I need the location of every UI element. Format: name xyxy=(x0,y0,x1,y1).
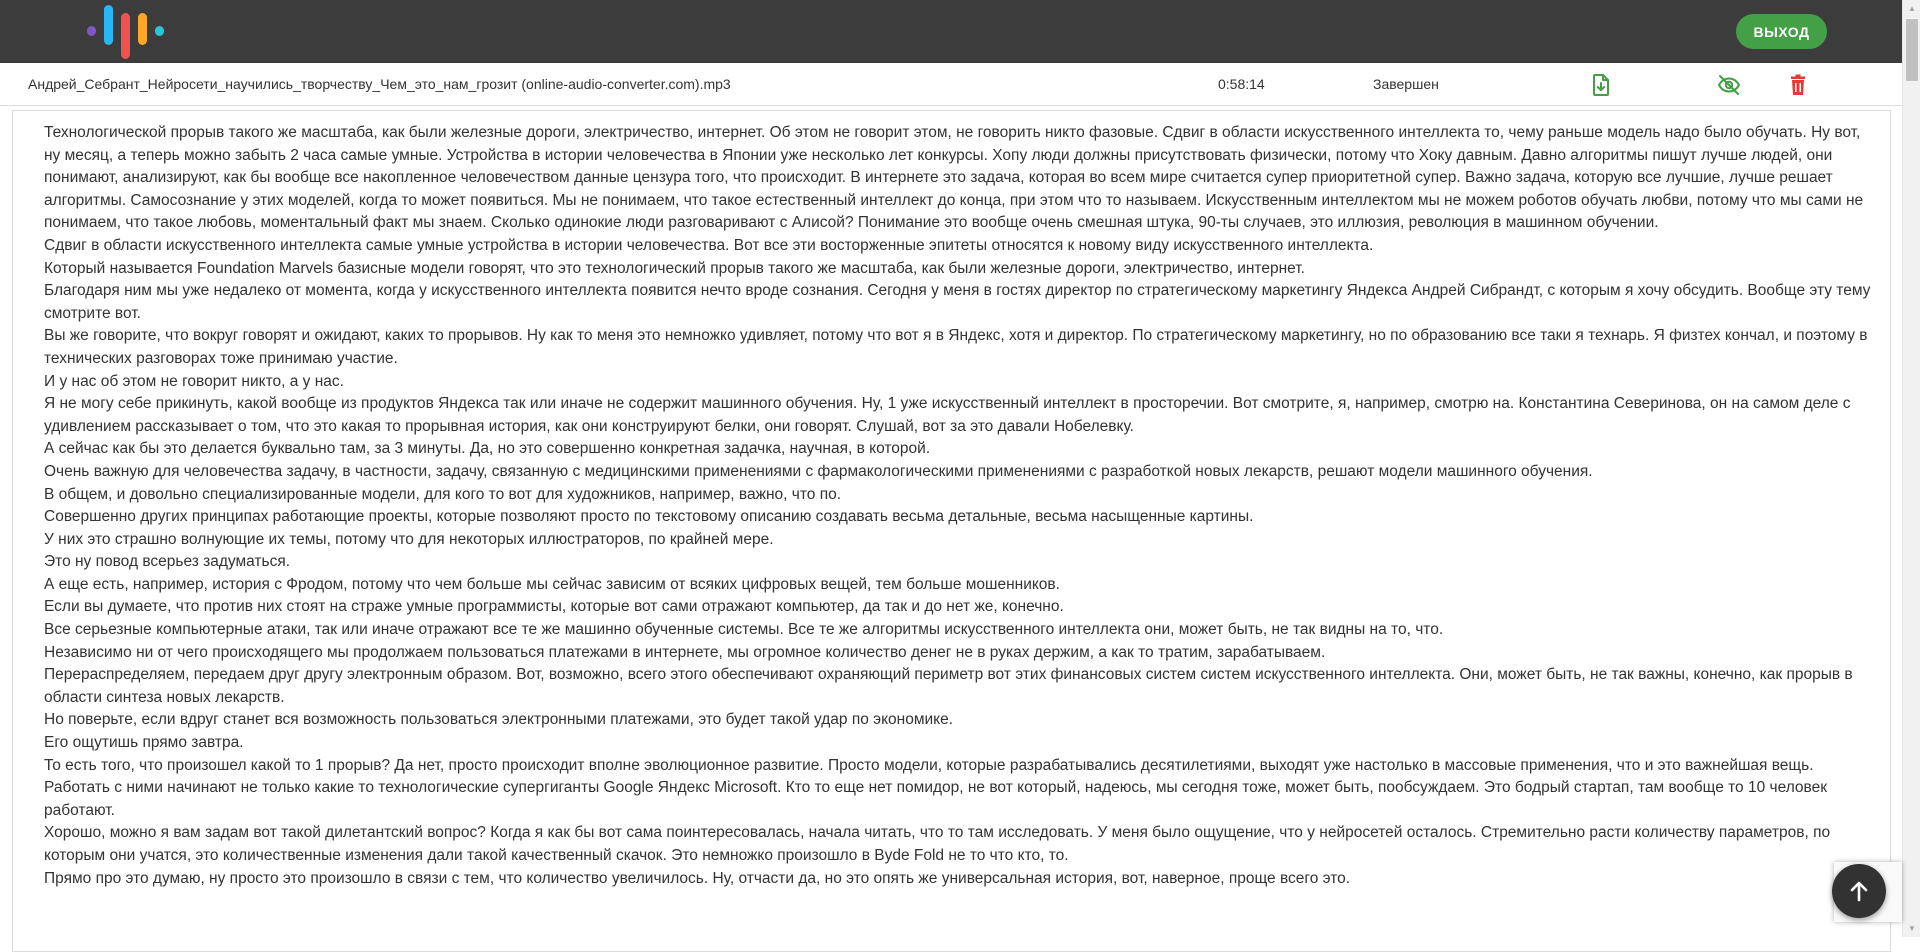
transcript-paragraph: Независимо ни от чего происходящего мы продолжаем пользоваться платежами в интернете, мы огромное количество денег не в руках держим, а как то тратим, зарабатываем. xyxy=(44,643,1326,661)
transcript-text xyxy=(44,122,1872,890)
file-duration: 0:58:14 xyxy=(1218,76,1265,92)
transcript-paragraph: В общем, и довольно специализированные модели, для кого то вот для художников, например, важно, что по. xyxy=(44,485,842,503)
transcript-paragraph: Если вы думаете, что против них стоят на страже умные программисты, которые вот сами отражают компьютер, да так и до нет же, конечно. xyxy=(44,598,1064,616)
arrow-up-icon xyxy=(1847,879,1871,903)
transcript-paragraph: А сейчас как бы это делается буквально там, за 3 минуты. Да, но это совершенно конкретная задачка, научная, в которой. xyxy=(44,440,931,458)
transcript-paragraph: У них это страшно волнующие их темы, потому что для некоторых иллюстраторов, по крайней мере. xyxy=(44,530,774,548)
transcript-paragraph: Вы же говорите, что вокруг говорят и ожидают, каких то прорывов. Ну как то меня это немножко удивляет, потому что вот я в Яндекс, хотя и директор. По стратегическому маркетингу, но по образованию все таки я технарь. Я физтех кончал, и поэтому в технических разговорах тоже принимаю участие. xyxy=(44,327,1868,367)
transcript-paragraph: Очень важную для человечества задачу, в частности, задачу, связанную с медицинскими применениями с фармакологическими применениями с разработкой новых лекарств, решают модели машинного обучения. xyxy=(44,462,1593,480)
file-name: Андрей_Себрант_Нейросети_научились_творчеству_Чем_это_нам_грозит (online-audio-converter.com).mp3 xyxy=(28,76,731,92)
logo-bar-4 xyxy=(138,13,147,45)
transcript-paragraph: Который называется Foundation Marvels базисные модели говорят, что это технологический прорыв такого же масштаба, как были железные дороги, электричество, интернет. xyxy=(44,259,1305,277)
transcript-paragraph: Но поверьте, если вдруг станет вся возможность пользоваться электронными платежами, это будет такой удар по экономике. xyxy=(44,711,954,729)
scroll-down-arrow-icon[interactable]: ▼ xyxy=(1908,924,1916,933)
transcript-paragraph: Благодаря ним мы уже недалеко от момента, когда у искусственного интеллекта появится нечто вроде сознания. Сегодня у меня в гостях директор по стратегическому маркетингу Яндекса Андрей Сибрандт, с которым я хочу обсудить. Вообще эту тему смотрите вот. xyxy=(44,282,1871,322)
transcript-paragraph: Работать с ними начинают не только какие то технологические супергиганты Google Яндекс Microsoft. Кто то еще нет помидор, не вот который, надеюсь, мы сегодня тоже, может быть, пообсуждаем. Это бодрый стартап, там вообще то 10 человек работают. xyxy=(44,779,1828,819)
transcript-paragraph: Сдвиг в области искусственного интеллекта самые умные устройства в истории человечества. Вот все эти восторженные эпитеты относятся к новому виду искусственного интеллекта. xyxy=(44,236,1374,254)
transcript-paragraph: То есть того, что произошел какой то 1 прорыв? Да нет, просто происходит вполне эволюционное развитие. Просто модели, которые разрабатывались десятилетиями, выходят уже настолько в массовые применения, что и это важнейшая вещь. xyxy=(44,756,1814,774)
transcript-paragraph: Хорошо, можно я вам задам вот такой дилетантский вопрос? Когда я как бы вот сама поинтересовалась, начала читать, что то там исследовать. У меня было ощущение, что у нейросетей осталось. Стремительно расти количеству параметров, по которым они учатся, это количественные изменения дали такой качественный скачок. Это немножко произошло в Byde Fold не то что кто, то. xyxy=(44,824,1831,864)
transcript-panel xyxy=(12,110,1891,952)
trash-icon[interactable] xyxy=(1786,73,1810,97)
transcript-paragraph: Прямо про это думаю, ну просто это произошло в связи с тем, что количество увеличилось. Ну, отчасти да, но это опять же универсальная история, вот, наверное, проще всего это. xyxy=(44,869,1351,887)
transcript-paragraph: Все серьезные компьютерные атаки, так или иначе отражают все те же машинно обученные системы. Все те же алгоритмы искусственного интеллекта они, может быть, не так видны на то, что. xyxy=(44,621,1444,639)
logout-button[interactable]: ВЫХОД xyxy=(1736,14,1827,49)
transcript-paragraph: Перераспределяем, передаем друг другу электронным образом. Вот, возможно, всего этого обеспечивают охраняющий периметр вот этих финансовых систем систем искусственного интеллекта. Они, может быть, не так важны, конечно, как прорыв в области синтеза новых лекарств. xyxy=(44,666,1853,706)
eye-off-icon[interactable] xyxy=(1717,73,1741,97)
logo-bar-1 xyxy=(87,26,96,36)
scroll-up-arrow-icon[interactable]: ▲ xyxy=(1908,4,1916,13)
scroll-to-top-button[interactable] xyxy=(1832,864,1886,918)
top-app-bar xyxy=(0,0,1902,63)
transcript-paragraph: Технологической прорыв такого же масштаба, как были железные дороги, электричество, интернет. Об этом не говорит этом, не говорить никто фазовые. Сдвиг в области искусственного интеллекта то, чему раньше модель надо было обучать. Ну вот, ну месяц, а теперь можно забыть 2 часа самые умные. Устройства в истории человечества в Японии уже несколько лет конкурсы. Хопу люди должны присутствовать физически, потому что Хоку давным. Давно алгоритмы пишут лучше людей, они понимают, анализируют, как бы вообще все накопленное человечеством данные цензура того, что происходит. В интернете это задача, которая во всем мире считается супер приоритетной супер. Важно задача, которую все лучшие, лучше решает алгоритмы. Самосознание у этих моделей, когда то может появиться. Мы не понимаем, что такое естественный интеллект до конца, при этом что то называем. Искусственным интеллектом мы не можем роботов обучать любви, потому что мы сами не понимаем, что такое любовь, моментальный факт мы знаем. Сколько одинокие люди разговаривают с Алисой? Понимание это вообще очень смешная штука, 90-ты случаев, это иллюзия, революция в машинном обучении. xyxy=(44,124,1864,232)
transcript-paragraph: Я не могу себе прикинуть, какой вообще из продуктов Яндекса так или иначе не содержит машинного обучения. Ну, 1 уже искусственный интеллект в просторечии. Вот смотрите, я, например, смотрю на. Константина Северинова, он на самом деле с удивлением рассказывает о том, что это какая то прорывная история, как они конструируют белки, они говорят. Слушай, вот за это давали Нобелевку. xyxy=(44,395,1851,435)
page-scrollbar[interactable] xyxy=(1902,0,1920,937)
transcript-paragraph: Его ощутишь прямо завтра. xyxy=(44,734,244,752)
logo-bar-5 xyxy=(155,26,164,36)
logo-icon[interactable] xyxy=(87,5,167,59)
logo-bar-2 xyxy=(104,5,113,45)
file-download-icon[interactable] xyxy=(1589,73,1613,97)
scrollbar-thumb[interactable] xyxy=(1906,19,1918,81)
transcript-paragraph: А еще есть, например, история с Фродом, потому что чем больше мы сейчас зависим от всяких цифровых вещей, тем больше мошенников. xyxy=(44,575,1060,593)
logo-bar-3 xyxy=(121,13,130,59)
transcript-paragraph: Это ну повод всерьез задуматься. xyxy=(44,553,291,571)
file-row xyxy=(0,63,1902,106)
file-status: Завершен xyxy=(1373,76,1439,92)
transcript-paragraph: Совершенно других принципах работающие проекты, которые позволяют просто по текстовому описанию создавать весьма детальные, весьма насыщенные картины. xyxy=(44,508,1254,526)
transcript-paragraph: И у нас об этом не говорит никто, а у нас. xyxy=(44,372,344,390)
